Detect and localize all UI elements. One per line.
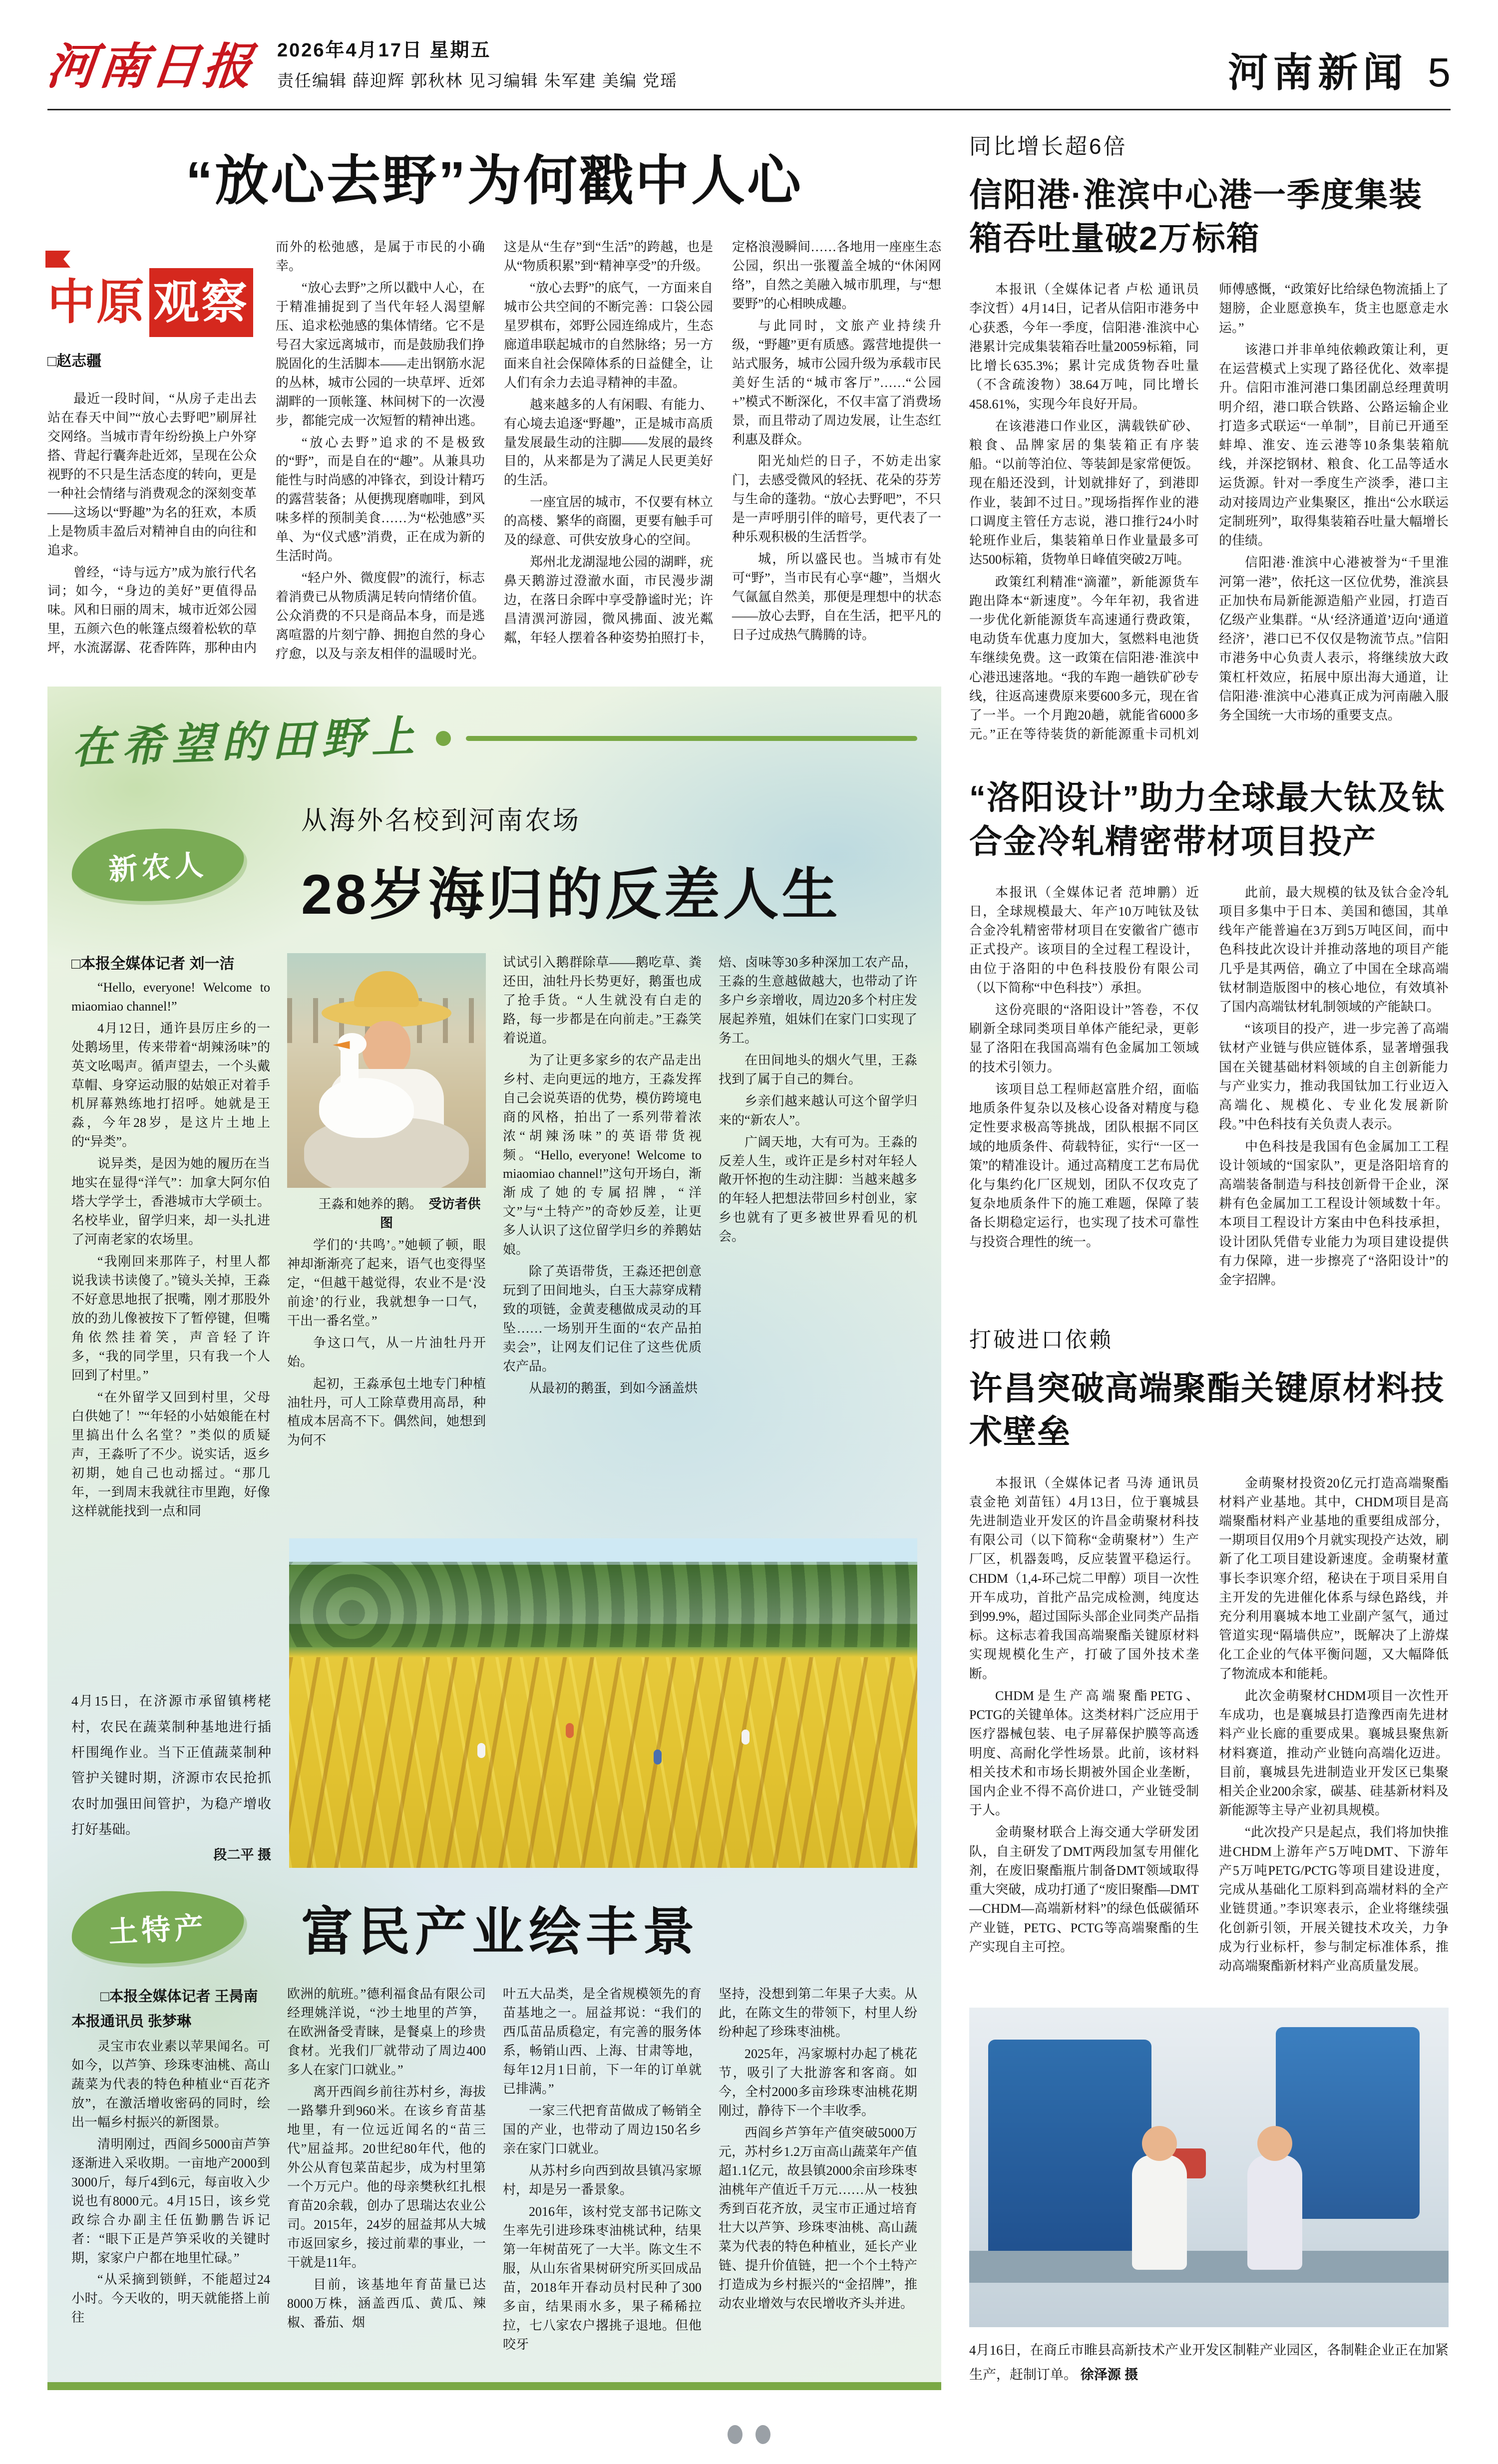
tutechan-col-1 <box>71 1985 270 2357</box>
paragraph: “Hello, everyone! Welcome to miaomiao channel!” <box>71 980 270 1014</box>
byline-reporter: □本报全媒体记者 王昺南 <box>100 1989 258 2005</box>
commentary-body <box>47 238 941 664</box>
farmer-figure <box>742 1730 749 1745</box>
badge-text-zhongyuan: 中原 <box>47 276 145 329</box>
headline: 信阳港·淮滨中心港一季度集装箱吞吐量破2万标箱 <box>969 176 1423 257</box>
paragraph: 除了英语带货，王淼还把创意玩到了田间地头，白玉大蒜穿成精致的项链，金黄麦穗做成灵动的耳坠……一场别开生面的“农产品拍卖会”，让网友们记住了这些优质农产品。 <box>503 1264 702 1374</box>
banner-dot-icon <box>436 731 451 746</box>
paragraph: 与此同时，文旅产业持续升级，“野趣”更有质感。露营地提供一站式服务，城市公园升级为承载市民美好生活的“城市客厅”……“公园+”模式不断深化，不仅丰富了消费场景，而且带动了周边发展，让生态红利惠及群众。 <box>732 318 941 447</box>
footer-dots <box>47 2425 1451 2444</box>
paragraph: 2016年，该村党支部书记陈文生率先引进珍珠枣油桃试种，结果第一年树苗死了一大半。陈文生不服，从山东省果树研究所买回成品苗，2018年开春动员村民种了300多亩，结果雨水多，果子稀稀拉拉，七八家农户撂挑子退地。但他咬牙 <box>503 2204 702 2352</box>
worker-figure <box>1132 2155 1187 2270</box>
paragraph: 此前，最大规模的钛及钛合金冷轧项目多集中于日本、美国和德国，其单线年产能普遍在3万到5万吨区间，而中色科技此次设计并推动落地的项目产能几乎是其两倍，确立了中国在全球高端钛材制造版图中的核心地位，有效填补了国内高端钛材轧制领域的产能缺口。 <box>1219 885 1449 1014</box>
paragraph: 这份亮眼的“洛阳设计”答卷，不仅刷新全球同类项目单体产能纪录，更彰显了洛阳在我国高端有色金属加工领域的技术引领力。 <box>969 1003 1199 1074</box>
publication-date: 2026年4月17日 星期五 <box>277 39 491 61</box>
field-photo-row <box>71 1538 917 1868</box>
paragraph: 灵宝市农业素以苹果闻名。可如今，以芦笋、珍珠枣油桃、高山蔬菜为代表的特色种植业“百花齐放”，在激活增收密码的同时，绘出一幅乡村振兴的新图景。 <box>71 2039 270 2129</box>
feature-body <box>71 953 917 1523</box>
paragraph: 西阎乡芦笋年产值突破5000万元，苏村乡1.2万亩高山蔬菜年产值超1.1亿元，故县镇2000余亩珍珠枣油桃年产值近千万元……从一枝独秀到百花齐放，灵宝市正通过培育壮大以芦笋、珍珠枣油桃、高山蔬菜为代表的特色种植业，延长产业链、提升价值链，把一个个土特产打造成为乡村振兴的“金招牌”，推动农业增效与农民增收齐头并进。 <box>719 2125 917 2311</box>
tutechan-badge: 土特产 <box>69 1887 246 1968</box>
photo-shoe-factory <box>969 2008 1449 2327</box>
paragraph: 焙、卤味等30多种深加工农产品，王淼的生意越做越大，也带动了许多户乡亲增收，周边20多个村庄发展起养殖，姐妹们在家门口实现了务工。 <box>719 955 917 1046</box>
machine-graphic <box>988 2040 1151 2276</box>
banner-rule <box>466 736 917 741</box>
dot-icon <box>728 2425 743 2444</box>
farmer-figure <box>654 1750 662 1764</box>
paragraph: 本报讯（全媒体记者 范坤鹏）近日，全球规模最大、年产10万吨钛及钛合金冷轧精密带材项目在安徽省广德市正式投产。该项目的全过程工程设计，由位于洛阳的中色科技股份有限公司（以下简称“中色科技”）承担。 <box>969 885 1199 995</box>
tutechan-col-3 <box>503 1985 702 2357</box>
worker-figure <box>1247 2155 1302 2270</box>
paragraph: 曾经，“诗与远方”成为旅行代名词；如今，“身边的美好”更值得品味。风和日丽的周末，城市近郊公园里，五颜六色的帐篷点缀着松软的草坪，水流潺潺、花香阵阵，那种由内而外的松弛感，是属于市民的小确幸。 <box>47 240 485 656</box>
paragraph: 从苏村乡向西到故县镇冯家塬村，却是另一番景象。 <box>503 2163 702 2197</box>
farmer-figure <box>566 1723 574 1738</box>
paragraph: 最近一段时间，“从房子走出去站在春天中间”“放心去野吧”刷屏社交网络。当城市青年纷纷换上户外穿搭、背起行囊奔赴近郊，呈现在公众视野的不只是生活态度的转向，更是一种社会情绪与消费观念的深刻变革——这场以“野趣”为名的狂欢，本质上是物质丰盈后对精神自由的向往和追求。 <box>47 391 257 558</box>
rail-article-xuchang-polyester <box>969 1322 1449 1976</box>
photo-caption <box>287 1195 486 1233</box>
tutechan-article <box>71 1890 917 2357</box>
paragraph: 2025年，冯家塬村办起了桃花节，吸引了大批游客和客商。如今，全村2000多亩珍珠枣油桃花期刚过，静待下一个丰收季。 <box>719 2047 917 2118</box>
byline: □本报全媒体记者 刘一洁 <box>71 955 235 972</box>
paragraph: 郑州北龙湖湿地公园的湖畔，疣鼻天鹅游过澄澈水面，市民漫步湖边，在落日余晖中享受静谧时光；许昌清潩河游园，微风拂面、波光粼粼，年轻人摆着各种姿势拍照打卡，定格浪漫瞬间……各地用一座座生态公园，织出一张覆盖全城的“休闲网络”，自然之美融入城市肌理，与“想要野”的心相映成趣。 <box>504 240 941 646</box>
section-title: 河南新闻 <box>1228 51 1408 95</box>
caption-text: 4月16日，在商丘市睢县高新技术产业开发区制鞋产业园区，各制鞋企业正在加紧生产，赶制订单。 <box>969 2343 1449 2382</box>
paragraph: 广阔天地，大有可为。王淼的反差人生，或许正是乡村对年轻人敞开怀抱的生动注脚：当越来越多的年轻人把想法带回乡村创业，家乡也就有了更多被世界看见的机会。 <box>719 1134 917 1244</box>
byline-correspondent: 本报通讯员 张梦琳 <box>71 2013 192 2030</box>
newspaper-logo: 河南日报 <box>44 40 258 94</box>
paragraph: 学们的‘共鸣’。”她顿了顿，眼神却渐渐亮了起来，语气也变得坚定，“但越干越觉得，农业不是‘没前途’的行业，我就想争一口气，干出一番名堂。” <box>287 1237 486 1328</box>
paragraph: 4月12日，通许县厉庄乡的一处鹅场里，传来带着“胡辣汤味”的英文吆喝声。循声望去，一个头戴草帽、身穿运动服的姑娘正对着手机屏幕熟练地打招呼。她就是王淼，今年28岁，是这片土地上的“异类”。 <box>71 1021 270 1149</box>
content-grid <box>47 128 1451 2400</box>
flag-icon <box>45 251 70 268</box>
paragraph: 乡亲们越来越认可这个留学归来的“新农人”。 <box>719 1093 917 1127</box>
rail-article-xinyang-port <box>969 128 1449 744</box>
editors-line: 责任编辑 薛迎辉 郭秋林 见习编辑 朱军建 美编 党瑶 <box>277 71 678 90</box>
photo-credit: 段二平 摄 <box>213 1847 271 1863</box>
paragraph: “从采摘到锁鲜，不能超过24小时。今天收的，明天就能搭上前往 <box>71 2272 270 2325</box>
feature-header <box>71 799 917 930</box>
paragraph: 一座宜居的城市，不仅要有林立的高楼、繁华的商圈，更要有触手可及的绿意、可供安放身心的空间。 <box>504 495 713 548</box>
paragraph: 阳光灿烂的日子，不妨走出家门，去感受微风的轻抚、花朵的芬芳与生命的蓬勃。“放心去野吧”，不只是一声呼朋引伴的暗号，更代表了一种乐观积极的生活哲学。 <box>732 454 941 545</box>
paragraph: 欧洲的航班。”德利福食品有限公司经理姚洋说，“沙土地里的芦笋，在欧洲备受青睐，是餐桌上的珍贵食材。光我们厂就带动了周边400多人在家门口就业。” <box>287 1987 486 2078</box>
dot-icon <box>755 2425 770 2444</box>
feature-kicker: 从海外名校到河南农场 <box>301 806 581 835</box>
photo-rapeseed-field <box>289 1538 917 1868</box>
rail-article-luoyang-design <box>969 776 1449 1290</box>
tutechan-body <box>71 1985 917 2357</box>
paragraph: 一家三代把育苗做成了畅销全国的产业，也带动了周边150名乡亲在家门口就业。 <box>503 2104 702 2156</box>
masthead <box>44 27 1451 110</box>
headline: 许昌突破高端聚酯关键原材料技术壁垒 <box>969 1370 1445 1450</box>
photo-credit: 徐泽源 摄 <box>1080 2367 1138 2382</box>
commentary-article <box>47 137 941 664</box>
headline: “洛阳设计”助力全球最大钛及钛合金冷轧精密带材项目投产 <box>969 779 1446 860</box>
kicker: 打破进口依赖 <box>969 1328 1113 1353</box>
paragraph: 从最初的鹅蛋，到如今涵盖烘 <box>529 1381 698 1396</box>
face-graphic <box>363 1021 410 1076</box>
paragraph: 金萌聚材投资20亿元打造高端聚酯材料产业基地。其中，CHDM项目是高端聚酯材料产业基地的重要组成部分，一期项目仅用9个月就实现投产达效，刷新了化工项目建设新速度。金萌聚材董事长李识寒介绍，秘诀在于项目采用自主开发的先进催化体系与绿色路线，并充分利用襄城本地工业副产氢气，通过管道实现“隔墙供应”，既解决了上游煤化工企业的气体平衡问题，又大幅降低了物流成本和能耗。 <box>1219 1475 1449 1681</box>
conveyor-graphic <box>969 2251 1449 2283</box>
paragraph: 坚持，没想到第二年果子大卖。从此，在陈文生的带领下，村里人纷纷种起了珍珠枣油桃。 <box>719 1987 917 2040</box>
banner-title: 在希望的田野上 <box>70 712 422 773</box>
commentary-headline: “放心去野”为何戳中人心 <box>185 150 803 211</box>
byline: □赵志疆 <box>47 353 102 370</box>
feature-banner <box>70 707 917 773</box>
paragraph: 离开西阎乡前往苏村乡，海拔一路攀升到960米。在该乡育苗基地里，有一位远近闻名的“苗三代”屈益邦。20世纪80年代，他的外公从育包菜苗起步，成为村里第一个万元户。他的母亲樊秋红扎根育苗20余载，创办了思瑞达农业公司。2015年，24岁的屈益邦从大城市返回家乡，接过前辈的事业，一干就是11年。 <box>287 2085 486 2270</box>
paragraph: “我刚回来那阵子，村里人都说我读书读傻了。”镜头关掉，王淼不好意思地抿了抿嘴，刚才那股外放的劲儿像被按下了暂停键，但嘴角依然挂着笑，声音轻了许多，“我的同学里，只有我一个人回到了村里。” <box>71 1254 270 1383</box>
feature-section <box>47 687 941 2390</box>
paragraph: 政策红利精准“滴灌”，新能源货车跑出降本“新速度”。今年年初，我省进一步优化新能源货车高速通行费政策，电动货车优惠力度加大，氢燃料电池货车继续免费。这一政策在信阳港·淮滨中心港迅速落地。“我的车跑一趟铁矿砂专线，往返高速费原来要600多元，现在省了一半。一个月跑20趟，就能省6000多元。”正在等待装货的新能源重卡司机刘师傅感慨，“政策好比给绿色物流插上了翅膀，企业愿意换车，货主也愿意走水运。” <box>969 282 1449 742</box>
article-body <box>969 1474 1449 1976</box>
paragraph: 目前，该基地年育苗量已达8000万株，涵盖西瓜、黄瓜、辣椒、番茄、烟 <box>287 2277 486 2330</box>
article-body <box>969 280 1449 744</box>
field-photo-caption <box>71 1538 271 1868</box>
paragraph: 为了让更多家乡的农产品走出乡村、走向更远的地方，王淼发挥自己会说英语的优势，模仿跨境电商的风格，拍出了一系列带着浓浓“胡辣汤味”的英语带货视频。“Hello, everyone! Welcome to miaomiao channel!”这句开场白，渐渐成了她的专属招牌，“洋文”与“土特产”的奇妙反差，让更多人认识了这位留学归乡的养鹅姑娘。 <box>503 1053 702 1257</box>
left-column <box>47 128 941 2400</box>
straw-hat-top-graphic <box>354 971 419 1007</box>
badge-text-guancha: 观察 <box>149 268 253 337</box>
paragraph: 中色科技是我国有色金属加工工程设计领域的“国家队”，更是洛阳培育的高端装备制造与科技创新骨干企业，深耕有色金属加工工程设计领域数十年。本项目工程设计方案由中色科技承担，设计团队凭借专业能力为项目建设提供有力保障，进一步擦亮了“洛阳设计”的金字招牌。 <box>1219 1139 1449 1288</box>
paragraph: 该港口并非单纯依赖政策让利，更在运营模式上实现了路径优化、效率提升。信阳市淮河港口集团副总经理黄明明介绍，港口联合铁路、公路运输企业打造多式联运“一单制”，目前已开通至蚌埠、淮安、连云港等10条集装箱航线，并深挖钢材、粮食、化工品等适水运货源。针对一季度生产淡季，港口主动对接周边产业集聚区，推出“公水联运定制班列”，取得集装箱吞吐量大幅增长的佳绩。 <box>1219 342 1449 548</box>
paragraph: 叶五大品类，是全省规模领先的育苗基地之一。屈益邦说：“我们的西瓜苗品质稳定，有完善的服务体系，畅销山西、上海、甘肃等地，每年12月1日前，下一年的订单就已排满。” <box>503 1987 702 2097</box>
kicker: 同比增长超6倍 <box>969 134 1127 159</box>
factory-photo-caption <box>969 2338 1449 2387</box>
paragraph: 在田间地头的烟火气里，王淼找到了属于自己的舞台。 <box>719 1053 917 1086</box>
feature-col-1 <box>71 953 270 1523</box>
paragraph: “此次投产只是起点，我们将加快推进CHDM上游年产5万吨DMT、下游年产5万吨PETG/PCTG等项目建设进度，完成从基础化工原料到高端材料的全产业链贯通。”李识寒表示，企业将继续强化创新引领，开展关键技术攻关，力争成为行业标杆，参与制定标准体系，推动高端聚酯新材料产业高质量发展。 <box>1219 1825 1449 1973</box>
paragraph: 起初，王淼承包土地专门种植油牡丹，可人工除草费用高昂，种植成本居高不下。偶然间，她想到为何不 <box>287 1376 486 1448</box>
paragraph: 此次金萌聚材CHDM项目一次性开车成功，也是襄城县打造豫西南先进材料产业长廊的重要成果。襄城县聚焦新材料赛道，推动产业链向高端化迈进。目前，襄城县先进制造业开发区已集聚相关企业200余家，碳基、硅基新材料及新能源等主导产业初具规模。 <box>1219 1688 1449 1818</box>
paragraph: 在该港港口作业区，满载铁矿砂、粮食、品牌家居的集装箱正有序装船。“以前等泊位、等装卸是家常便饭。现在船还没到，计划就排好了，到港即作业，装卸不过日。”现场指挥作业的港口调度主管任方志说，港口推行24小时轮班作业后，集装箱单日作业量最多可达500标箱，货物单日峰值突破2万吨。 <box>969 418 1199 567</box>
paragraph: “放心去野”追求的不是极致的“野”，而是自在的“趣”。从兼具功能性与时尚感的冲锋衣，到设计精巧的露营装备；从便携现磨咖啡，到风味多样的预制美食……为“松弛感”买单、为“仪式感”消费，正在成为新的生活时尚。 <box>276 435 485 564</box>
photo-credit: 受访者供图 <box>379 1196 481 1230</box>
paragraph: 本报讯（全媒体记者 卢松 通讯员 李汶哲）4月14日，记者从信阳市港务中心获悉，今年一季度，信阳港·淮滨中心港累计完成集装箱吞吐量20059标箱，同比增长635.3%；累计完成货物吞吐量（不含疏浚物）38.64万吨，同比增长458.61%，实现今年良好开局。 <box>969 282 1199 411</box>
zhongyuan-guancha-badge <box>47 268 253 338</box>
feature-col-4 <box>719 953 917 1523</box>
tutechan-headline: 富民产业绘丰景 <box>301 1903 700 1962</box>
paragraph: 清明刚过，西阎乡5000亩芦笋逐渐进入采收期。一亩地产2000到3000斤，每斤4到6元，每亩收入少说也有8000元。4月15日，该乡党政综合办副主任伍勤鹏告诉记者：“眼下正是芦笋采收的关键时期，家家户户都在地里忙碌。” <box>71 2136 270 2265</box>
paragraph: 金萌聚材联合上海交通大学研发团队，自主研发了DMT两段加氢专用催化剂，在废旧聚酯瓶片制备DMT领域取得重大突破，成功打通了“废旧聚酯—DMT—CHDM—高端新材料”的绿色低碳循环产业链，PETG、PCTG等高端聚酯的生产实现自主可控。 <box>969 1825 1199 1954</box>
goose-body-graphic <box>319 1078 414 1138</box>
paragraph: 信阳港·淮滨中心港被誉为“千里淮河第一港”，依托这一区位优势，淮滨县正加快布局新能源造船产业园，打造百亿级产业集群。“从‘经济通道’迈向‘通道经济’，港口已不仅仅是物流节点。”信阳市港务中心负责人表示，将继续放大政策杠杆效应，拓展中原出海大通道，让信阳港·淮滨中心港真正成为河南融入服务全国统一大市场的重要支点。 <box>1219 555 1449 723</box>
paragraph: 说异类，是因为她的履历在当地实在显得“洋气”：加拿大阿尔伯塔大学学士，香港城市大学硕士。名校毕业，留学归来，却一头扎进了河南老家的农场里。 <box>71 1156 270 1247</box>
caption-text: 王淼和她养的鹅。 <box>318 1196 416 1211</box>
tutechan-col-2 <box>287 1985 486 2357</box>
feature-col-2 <box>287 953 486 1523</box>
feature-headline: 28岁海归的反差人生 <box>301 863 841 926</box>
paragraph: 试试引入鹅群除草——鹅吃草、粪还田，油牡丹长势更好，鹅蛋也成了抢手货。“人生就没有白走的路，每一步都是在向前走。”王淼笑着说道。 <box>503 955 702 1046</box>
flower-rows-graphic <box>289 1657 917 1868</box>
paragraph: “放心去野”之所以戳中人心，在于精准捕捉到了当代年轻人渴望解压、追求松弛感的集体情绪。它不是号召大家远离城市，而是鼓励我们挣脱固化的生活脚本——走出钢筋水泥的丛林，城市公园的一块草坪、近郊湖畔的一顶帐篷、林间树下的一次漫步，都能完成一次短暂的精神出逃。 <box>276 280 485 428</box>
right-rail <box>969 128 1449 2400</box>
paragraph: CHDM是生产高端聚酯PETG、PCTG的关键单体。这类材料广泛应用于医疗器械包装、电子屏幕保护膜等高透明度、高耐化学性场景。此前，该材料相关技术和市场长期被外国企业垄断，国内企业不得不高价进口，产业链受制于人。 <box>969 1688 1199 1818</box>
page-number: 5 <box>1428 50 1451 95</box>
feature-col-3 <box>503 953 702 1523</box>
paragraph: 本报讯（全媒体记者 马涛 通讯员 袁金艳 刘苗钰）4月13日，位于襄城县先进制造业开发区的许昌金萌聚材科技有限公司（以下简称“金萌聚材”）生产厂区，机器轰鸣，反应装置平稳运行。CHDM（1,4-环己烷二甲醇）项目一次性开车成功，首批产品完成检测，纯度达到99.9%，超过国际头部企业同类产品指标。这标志着我国高端聚酯关键原材料实现规模化生产，打破了国外技术垄断。 <box>969 1475 1199 1681</box>
byline <box>71 1985 270 2034</box>
paragraph: 城，所以盛民也。当城市有处可“野”，当市民有心享“趣”，当烟火气氤氲自然美，那便是理想中的状态——放心去野，自在生活，把平凡的日子过成热气腾腾的诗。 <box>732 552 941 643</box>
farmer-figure <box>477 1743 485 1758</box>
paragraph: “放心去野”的底气，一方面来自城市公共空间的不断完善：口袋公园星罗棋布，郊野公园连绵成片，生态廊道串联起城市的自然脉络；另一方面来自社会保障体系的日益健全，让人们有余力去追寻精神的丰盈。 <box>504 280 713 390</box>
paragraph: “该项目的投产，进一步完善了高端钛材产业链与供应链体系，显著增强我国在关键基础材料领域的自主创新能力与产业实力，推动我国钛加工行业迈入高端化、规模化、专业化发展新阶段。”中色科技有关负责人表示。 <box>1219 1022 1449 1132</box>
photo-wangmiao-with-goose <box>287 953 486 1188</box>
article-body <box>969 883 1449 1290</box>
xinnongren-badge: 新农人 <box>69 824 246 905</box>
caption-text: 4月15日，在济源市承留镇栲栳村，农民在蔬菜制种基地进行插杆围绳作业。当下正值蔬菜制种管护关键时期，济源市农民抢抓农时加强田间管护，为稳产增收打好基础。 <box>71 1694 271 1837</box>
tutechan-col-4 <box>719 1985 917 2357</box>
paragraph: 争这口气，从一片油牡丹开始。 <box>287 1335 486 1369</box>
paragraph: 越来越多的人有闲暇、有能力、有心境去追逐“野趣”，正是城市高质量发展最生动的注脚——发展的最终目的，从来都是为了满足人民更美好的生活。 <box>504 397 713 488</box>
trees-graphic <box>289 1562 917 1648</box>
paragraph: “在外留学又回到村里，父母白供她了！”“年轻的小姑娘能在村里搞出什么名堂？”类似的质疑声，王淼听了不少。说实话，返乡初期，她自己也动摇过。“那几年，一到周末我就往市里跑，好像这样就能找到一点和同 <box>71 1390 270 1518</box>
paragraph: 该项目总工程师赵富胜介绍，面临地质条件复杂以及核心设备对精度与稳定性要求极高等挑战，团队根据不同区域的地质条件、荷载特征，实行“一区一策”的精准设计。通过高精度工艺布局优化与集约化厂区规划，团队不仅攻克了复杂地质条件下的施工难题，保障了装备长期稳定运行，也实现了技术可靠性与投资合理性的统一。 <box>969 1081 1199 1249</box>
paragraph: “轻户外、微度假”的流行，标志着消费已从物质满足转向情绪价值。公众消费的不只是商品本身，而是逃离喧嚣的片刻宁静、拥抱自然的身心疗愈，以及与亲友相伴的温暖时光。这是从“生存”到“生活”的跨越，也是从“物质积累”到“精神享受”的升级。 <box>276 240 713 662</box>
